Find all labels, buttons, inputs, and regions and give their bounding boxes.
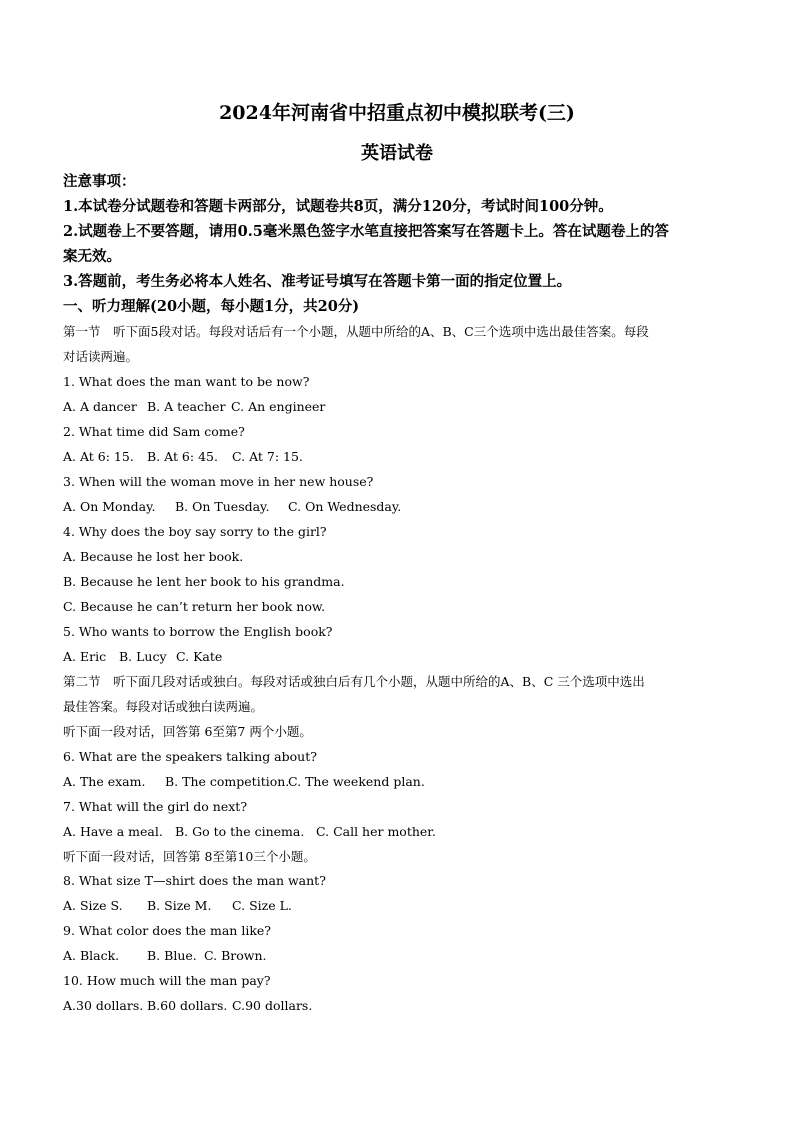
question-3-options	[63, 495, 735, 519]
question-5-stem: 5. Who wants to borrow the English book?	[63, 624, 333, 639]
option-a: A. Size S.	[63, 898, 123, 913]
question-4-option-c: C. Because he can’t return her book now.	[63, 599, 326, 614]
option-a: A. On Monday.	[63, 499, 156, 514]
option-c: C. Kate	[176, 649, 223, 664]
option-a: A. A dancer	[63, 399, 137, 414]
question-2-stem: 2. What time did Sam come?	[63, 424, 245, 439]
option-c: C. Size L.	[232, 898, 292, 913]
option-a: A. The exam.	[63, 774, 146, 789]
option-a: A. Have a meal.	[63, 824, 163, 839]
option-c: C.90 dollars.	[232, 998, 313, 1013]
question-6-stem: 6. What are the speakers talking about?	[63, 749, 317, 764]
question-2-options	[63, 445, 735, 469]
question-8-options	[63, 894, 735, 918]
exam-title: 2024年河南省中招重点初中模拟联考(三)	[219, 102, 575, 124]
option-b: B. The competition.	[165, 774, 290, 789]
question-3-stem: 3. When will the woman move in her new house?	[63, 474, 374, 489]
question-6-options	[63, 770, 735, 794]
question-8-stem: 8. What size T—shirt does the man want?	[63, 873, 326, 888]
question-4-stem: 4. Why does the boy say sorry to the girl?	[63, 524, 327, 539]
section1-instructions: 第一节 听下面5段对话。每段对话后有一个小题，从题中所给的A、B、C三个选项中选出最佳答案。每段	[63, 324, 649, 339]
group-note-6-7: 听下面一段对话，回答第 6至第7 两个小题。	[63, 724, 312, 739]
option-b: B.60 dollars.	[147, 998, 228, 1013]
option-c: C. Call her mother.	[316, 824, 436, 839]
section2-instructions-cont: 最佳答案。每段对话或独白读两遍。	[63, 699, 264, 714]
note-item-2-cont: 案无效。	[63, 248, 121, 265]
option-b: B. Lucy	[119, 649, 167, 664]
option-b: B. A teacher	[147, 399, 226, 414]
notes-heading: 注意事项：	[63, 173, 136, 190]
option-a: A. At 6: 15.	[63, 449, 134, 464]
question-5-options	[63, 645, 735, 669]
question-4-option-a: A. Because he lost her book.	[63, 549, 244, 564]
question-10-stem: 10. How much will the man pay?	[63, 973, 271, 988]
question-7-options	[63, 820, 735, 844]
option-b: B. At 6: 45.	[147, 449, 218, 464]
option-a: A.30 dollars.	[63, 998, 144, 1013]
section2-instructions: 第二节 听下面几段对话或独白。每段对话或独白后有几个小题，从题中所给的A、B、C 三个选项中选出	[63, 674, 645, 689]
question-9-stem: 9. What color does the man like?	[63, 923, 272, 938]
option-c: C. An engineer	[231, 399, 326, 414]
option-b: B. Size M.	[147, 898, 212, 913]
note-item-1: 1.本试卷分试题卷和答题卡两部分，试题卷共8页，满分120分，考试时间100分钟。	[63, 198, 613, 215]
option-c: C. On Wednesday.	[288, 499, 402, 514]
option-b: B. Go to the cinema.	[175, 824, 305, 839]
section1-instructions-cont: 对话读两遍。	[63, 349, 139, 364]
note-item-3: 3.答题前，考生务必将本人姓名、准考证号填写在答题卡第一面的指定位置上。	[63, 273, 572, 290]
option-b: B. On Tuesday.	[175, 499, 270, 514]
question-9-options	[63, 944, 735, 968]
question-7-stem: 7. What will the girl do next?	[63, 799, 248, 814]
question-1-stem: 1. What does the man want to be now?	[63, 374, 310, 389]
group-note-8-10: 听下面一段对话，回答第 8至第10三个小题。	[63, 849, 316, 864]
option-c: C. At 7: 15.	[232, 449, 303, 464]
option-b: B. Blue.	[147, 948, 197, 963]
option-a: A. Black.	[63, 948, 120, 963]
part1-heading: 一、听力理解(20小题，每小题1分，共20分)	[63, 298, 360, 315]
question-10-options	[63, 994, 735, 1018]
exam-subtitle: 英语试卷	[361, 143, 433, 164]
question-1-options	[63, 395, 735, 419]
option-c: C. The weekend plan.	[288, 774, 425, 789]
note-item-2: 2.试题卷上不要答题，请用0.5毫米黑色签字水笔直接把答案写在答题卡上。答在试题卷上的答	[63, 223, 669, 240]
question-4-option-b: B. Because he lent her book to his grandma.	[63, 574, 345, 589]
option-c: C. Brown.	[204, 948, 267, 963]
option-a: A. Eric	[63, 649, 107, 664]
